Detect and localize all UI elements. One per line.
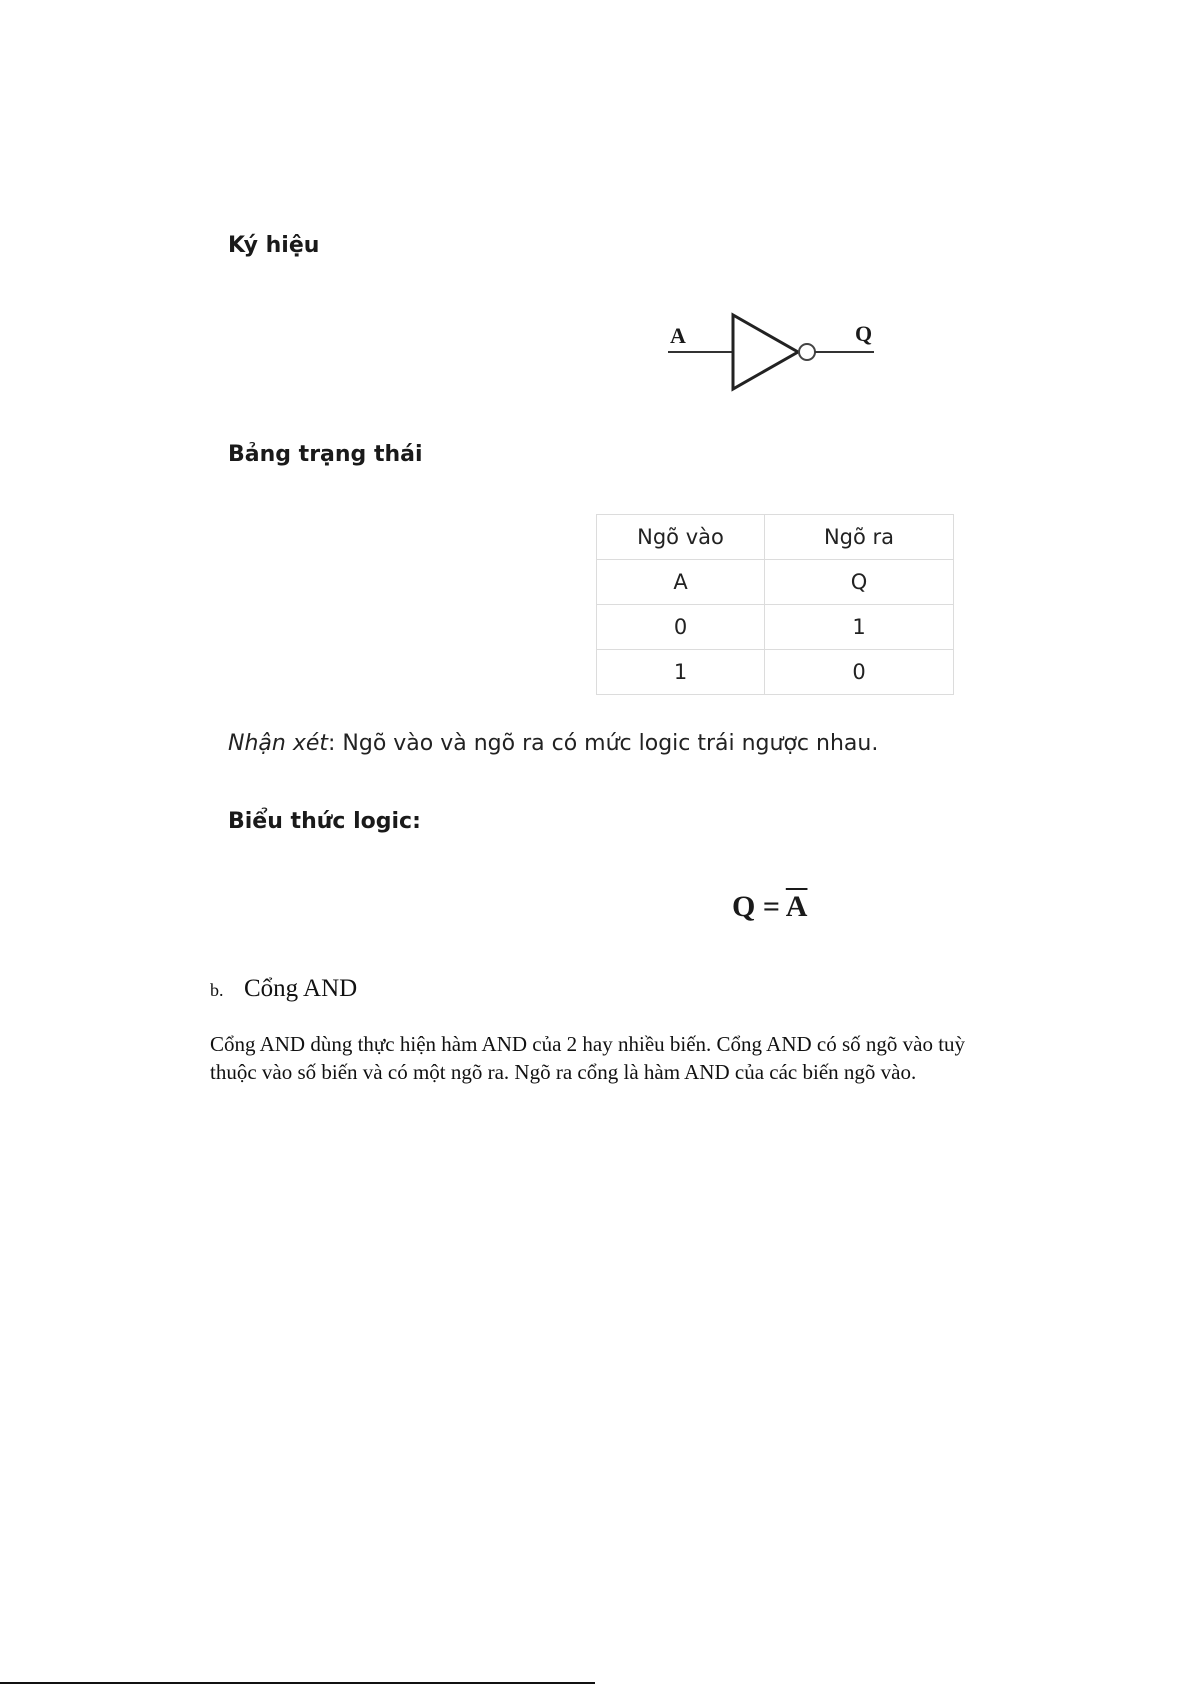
heading-logic-expression: Biểu thức logic: <box>228 809 421 834</box>
table-row <box>597 605 954 650</box>
formula-lhs: Q <box>732 890 756 923</box>
not-gate-symbol-svg <box>660 305 890 395</box>
table-cell: Q <box>765 560 954 605</box>
paragraph-line: Cổng AND dùng thực hiện hàm AND của 2 hay nhiều biến. Cổng AND có số ngõ vào tuỳ <box>210 1032 966 1056</box>
logic-formula <box>732 890 807 924</box>
table-row <box>597 560 954 605</box>
gate-triangle <box>733 315 798 389</box>
gate-output-label: Q <box>855 321 873 346</box>
table-cell: 0 <box>765 650 954 695</box>
formula-equals: = <box>755 890 786 923</box>
table-header-row <box>597 515 954 560</box>
gate-input-label: A <box>670 323 686 348</box>
remark <box>228 731 878 756</box>
table-header-cell: Ngõ ra <box>765 515 954 560</box>
truth-table <box>596 514 954 695</box>
table-cell: 1 <box>765 605 954 650</box>
remark-text: : Ngõ vào và ngõ ra có mức logic trái ngược nhau. <box>328 731 879 756</box>
footer-divider <box>0 1682 595 1684</box>
table-cell: 1 <box>597 650 765 695</box>
table-cell: 0 <box>597 605 765 650</box>
section-title: Cổng AND <box>244 975 358 1002</box>
remark-label: Nhận xét <box>228 731 328 756</box>
inversion-bubble <box>799 344 815 360</box>
paragraph-line: thuộc vào số biến và có một ngõ ra. Ngõ ra cổng là hàm AND của các biến ngõ vào. <box>210 1060 917 1084</box>
heading-symbol: Ký hiệu <box>228 233 320 258</box>
section-b-paragraph <box>210 1030 1060 1086</box>
table-header-cell: Ngõ vào <box>597 515 765 560</box>
table-row <box>597 650 954 695</box>
table-cell: A <box>597 560 765 605</box>
not-gate-diagram <box>660 305 890 395</box>
heading-truth-table: Bảng trạng thái <box>228 442 423 467</box>
section-b-heading <box>210 975 357 1003</box>
section-marker: b. <box>210 980 224 1000</box>
formula-rhs-negated: $\overline{A}$ <box>785 890 808 923</box>
